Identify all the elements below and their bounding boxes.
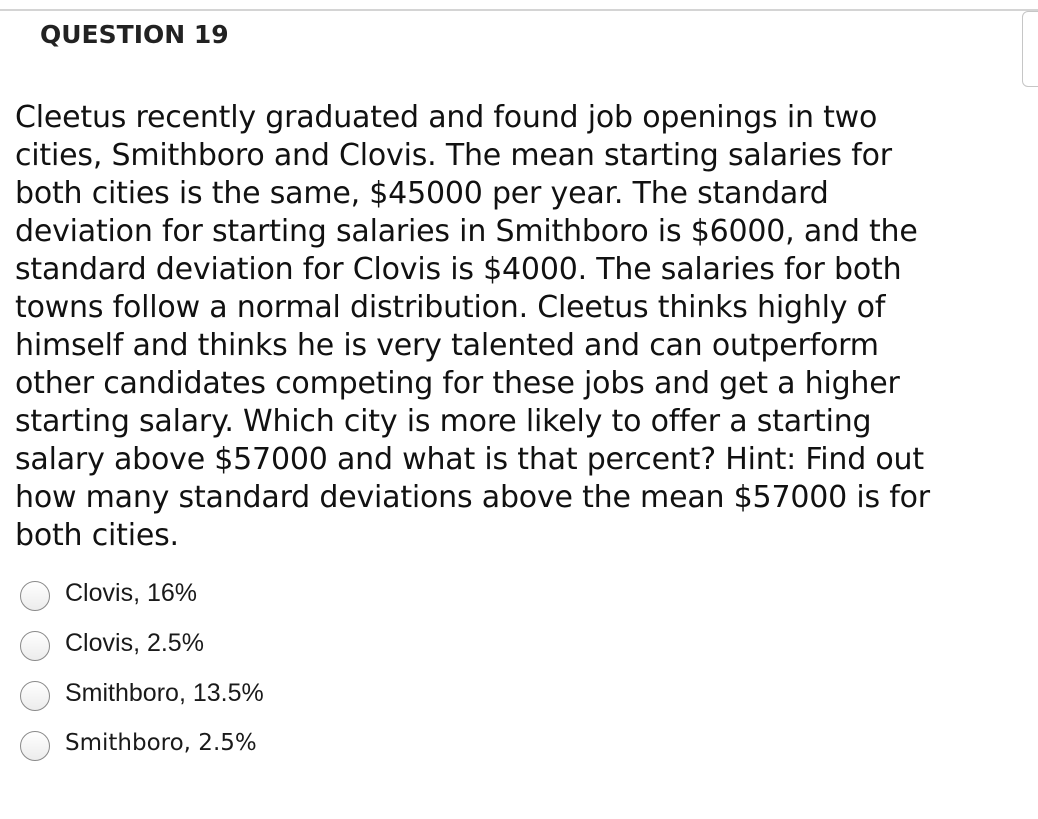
answer-option-1[interactable] bbox=[20, 567, 720, 617]
radio-button-icon[interactable] bbox=[20, 731, 50, 761]
radio-button-icon[interactable] bbox=[20, 681, 50, 711]
radio-button-icon[interactable] bbox=[20, 631, 50, 661]
answer-option-label[interactable]: Clovis, 16% bbox=[65, 578, 197, 607]
answer-option-2[interactable] bbox=[20, 617, 720, 667]
answer-option-label[interactable]: Smithboro, 13.5% bbox=[65, 678, 264, 707]
side-panel-edge bbox=[1022, 11, 1038, 87]
answer-option-4[interactable] bbox=[20, 717, 720, 767]
answer-option-3[interactable] bbox=[20, 667, 720, 717]
answer-option-label[interactable]: Smithboro, 2.5% bbox=[65, 730, 257, 756]
question-title: QUESTION 19 bbox=[40, 20, 229, 49]
answer-options bbox=[20, 567, 720, 767]
radio-button-icon[interactable] bbox=[20, 581, 50, 611]
question-text: Cleetus recently graduated and found job openings in two cities, Smithboro and Clovis. The mean starting salaries for both cities is the same, $45000 per year. The standard deviation for starting salaries in Smithboro is $6000, and the standard deviation for Clovis is $4000. The salaries for both towns follow a normal distribution. Cleetus thinks highly of himself and thinks he is very talented and can outperform other candidates competing for these jobs and get a higher starting salary. Which city is more likely to offer a starting salary above $57000 and what is that percent? Hint: Find out how many standard deviations above the mean $57000 is for both cities. bbox=[15, 100, 930, 553]
answer-option-label[interactable]: Clovis, 2.5% bbox=[65, 628, 204, 657]
top-divider bbox=[0, 9, 1038, 11]
